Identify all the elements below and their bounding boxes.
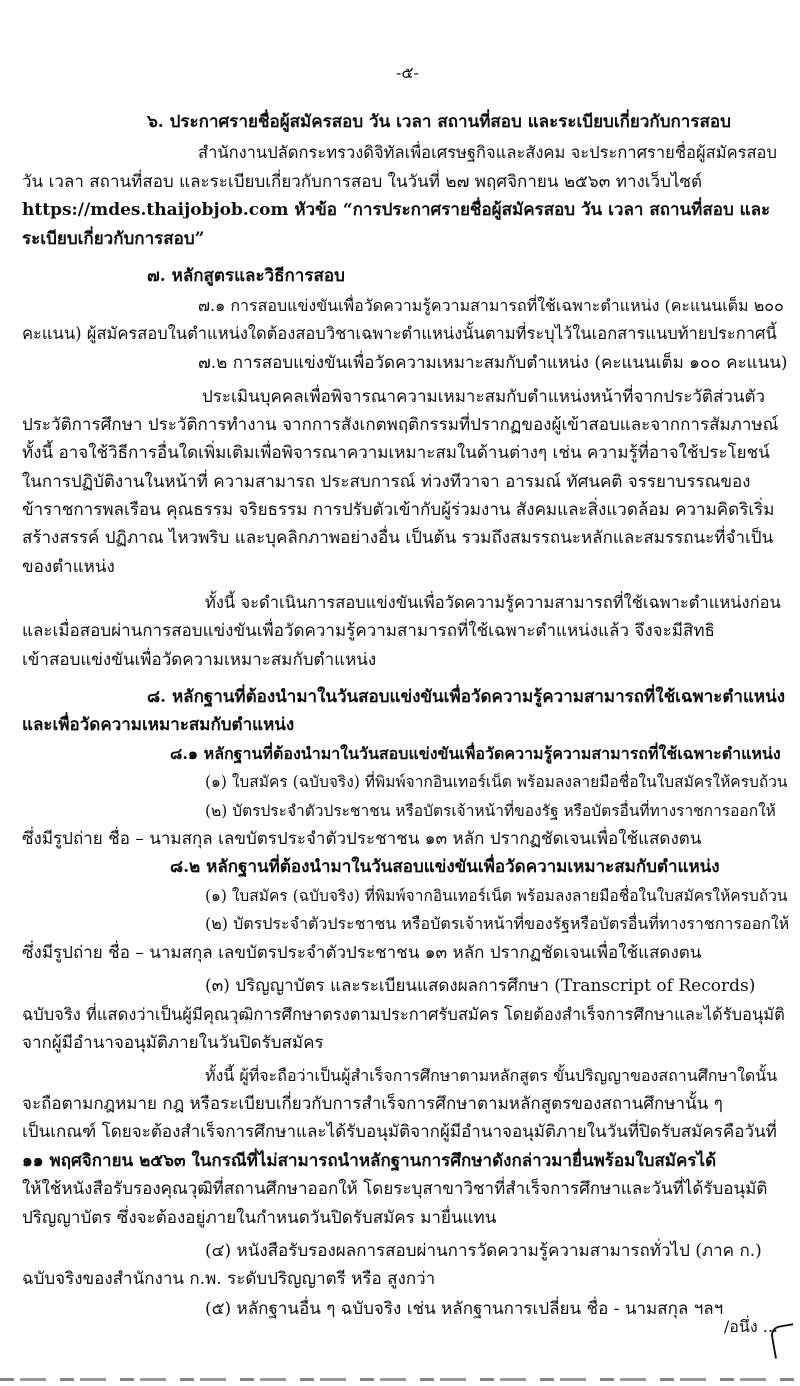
page-number: -๕- (396, 63, 419, 82)
paragraph-line: วัน เวลา สถานที่สอบ และระเบียบเกี่ยวกับการสอบ ในวันที่ ๒๗ พฤศจิกายน ๒๕๖๓ ทางเว็บไซต์ (22, 172, 703, 192)
list-item: (๔) หนังสือรับรองผลการสอบผ่านการวัดความรู้ความสามารถทั่วไป (ภาค ก.) (205, 1241, 762, 1261)
paragraph-line: ให้ใช้หนังสือรับรองคุณวุฒิที่สถานศึกษาออกให้ โดยระบุสาขาวิชาที่สำเร็จการศึกษาและวันที่ได้รับอนุมัติ (22, 1179, 768, 1199)
paragraph-line: จะถือตามกฎหมาย กฎ หรือระเบียบเกี่ยวกับการสำเร็จการศึกษาตามหลักสูตรของสถานศึกษานั้น ๆ (22, 1094, 723, 1114)
paragraph-line: ฉบับจริง ที่แสดงว่าเป็นผู้มีคุณวุฒิการศึกษาตรงตามประกาศรับสมัคร โดยต้องสำเร็จการศึกษาและได้รับอนุมัติ (22, 1005, 785, 1024)
paragraph-line: สร้างสรรค์ ปฏิภาณ ไหวพริบ และบุคลิกภาพอย่างอื่น เป็นต้น รวมถึงสมรรถนะหลักและสมรรถนะที่จำเป็น (22, 528, 774, 548)
list-item: (๓) ปริญญาบัตร และระเบียนแสดงผลการศึกษา (Transcript of Records) (205, 976, 756, 996)
paragraph-line: ทั้งนี้ จะดำเนินการสอบแข่งขันเพื่อวัดความรู้ความสามารถที่ใช้เฉพาะตำแหน่งก่อน (205, 593, 781, 612)
paragraph-line: เป็นเกณฑ์ โดยจะต้องสำเร็จการศึกษาและได้รับอนุมัติจากผู้มีอำนาจอนุมัติภายในวันที่ปิดรับสมัครคือวันที่ (22, 1122, 777, 1142)
paragraph-line: คะแนน) ผู้สมัครสอบในตำแหน่งใดต้องสอบวิชาเฉพาะตำแหน่งนั้นตามที่ระบุไว้ในเอกสารแนบท้ายประกาศนี้ (22, 324, 777, 343)
list-item: (๑) ใบสมัคร (ฉบับจริง) ที่พิมพ์จากอินเทอร์เน็ต พร้อมลงลายมือชื่อในใบสมัครให้ครบถ้วน (205, 887, 788, 905)
paragraph-line: https://mdes.thaijobjob.com หัวข้อ “การประกาศรายชื่อผู้สมัครสอบ วัน เวลา สถานที่สอบ และ (22, 200, 771, 220)
subsection-heading: ๘.๒ หลักฐานที่ต้องนำมาในวันสอบแข่งขันเพื่อวัดความเหมาะสมกับตำแหน่ง (170, 857, 720, 877)
paragraph-line: ทั้งนี้ ผู้ที่จะถือว่าเป็นผู้สำเร็จการศึกษาตามหลักสูตร ขั้นปริญญาของสถานศึกษาใดนั้น (205, 1066, 778, 1085)
list-item: (๕) หลักฐานอื่น ๆ ฉบับจริง เช่น หลักฐานการเปลี่ยน ชื่อ - นามสกุล ฯลฯ (205, 1299, 724, 1319)
paragraph-line: และเพื่อวัดความเหมาะสมกับตำแหน่ง (22, 715, 295, 735)
paragraph-line: ซึ่งมีรูปถ่าย ชื่อ – นามสกุล เลขบัตรประจำตัวประชาชน ๑๓ หลัก ปรากฏชัดเจนเพื่อใช้แสดงตน (22, 829, 702, 849)
paragraph-line: เข้าสอบแข่งขันเพื่อวัดความเหมาะสมกับตำแหน่ง (22, 650, 377, 670)
paragraph-line: ระเบียบเกี่ยวกับการสอบ” (22, 229, 205, 249)
list-item: (๑) ใบสมัคร (ฉบับจริง) ที่พิมพ์จากอินเทอร์เน็ต พร้อมลงลายมือชื่อในใบสมัครให้ครบถ้วน (205, 773, 788, 791)
paragraph-line: ๗.๑ การสอบแข่งขันเพื่อวัดความรู้ความสามารถที่ใช้เฉพาะตำแหน่ง (คะแนนเต็ม ๒๐๐ (198, 296, 784, 315)
paragraph-line: ในการปฏิบัติงานในหน้าที่ ความสามารถ ประสบการณ์ ท่วงทีวาจา อารมณ์ ทัศนคติ จรรยาบรรณของ (22, 472, 751, 492)
section-6-heading: ๖. ประกาศรายชื่อผู้สมัครสอบ วัน เวลา สถานที่สอบ และระเบียบเกี่ยวกับการสอบ (147, 112, 731, 132)
continuation-text: /อนึ่ง ... (723, 1317, 778, 1336)
section-8-heading: ๘. หลักฐานที่ต้องนำมาในวันสอบแข่งขันเพื่อวัดความรู้ความสามารถที่ใช้เฉพาะตำแหน่ง (147, 687, 786, 707)
paragraph-line: ซึ่งมีรูปถ่าย ชื่อ – นามสกุล เลขบัตรประจำตัวประชาชน ๑๓ หลัก ปรากฏชัดเจนเพื่อใช้แสดงตน (22, 943, 702, 963)
list-item: (๒) บัตรประจำตัวประชาชน หรือบัตรเจ้าหน้าที่ของรัฐ หรือบัตรอื่นที่ทางราชการออกให้ (205, 802, 776, 820)
paragraph-line: ปริญญาบัตร ซึ่งจะต้องอยู่ภายในกำหนดวันปิดรับสมัคร มายื่นแทน (22, 1208, 497, 1228)
list-item: (๒) บัตรประจำตัวประชาชน หรือบัตรเจ้าหน้าที่ของรัฐหรือบัตรอื่นที่ทางราชการออกให้ (205, 914, 790, 933)
paragraph-line: ข้าราชการพลเรือน คุณธรรม จริยธรรม การปรับตัวเข้ากับผู้ร่วมงาน สังคมและสิ่งแวดล้อม ความคิดริเริ่ม (22, 500, 775, 520)
paragraph-line: ประเมินบุคคลเพื่อพิจารณาความเหมาะสมกับตำแหน่งหน้าที่จากประวัติส่วนตัว (202, 387, 766, 407)
paragraph-line: ทั้งนี้ อาจใช้วิธีการอื่นใดเพิ่มเติมเพื่อพิจารณาความเหมาะสมในด้านต่างๆ เช่น ความรู้ที่อาจใช้ประโยชน์ (22, 443, 770, 463)
paragraph-line: ๑๑ พฤศจิกายน ๒๕๖๓ ในกรณีที่ไม่สามารถนำหลักฐานการศึกษาดังกล่าวมายื่นพร้อมใบสมัครได้ (22, 1151, 717, 1171)
paragraph-line: ฉบับจริงของสำนักงาน ก.พ. ระดับปริญญาตรี หรือ สูงกว่า (22, 1269, 436, 1289)
paragraph-line: ประวัติการศึกษา ประวัติการทำงาน จากการสังเกตพฤติกรรมที่ปรากฏของผู้เข้าสอบและจากการสัมภาษณ์ (22, 415, 779, 435)
paragraph-line: จากผู้มีอำนาจอนุมัติภายในวันปิดรับสมัคร (22, 1033, 324, 1053)
paragraph-line: ของตำแหน่ง (22, 557, 115, 577)
subsection-heading: ๘.๑ หลักฐานที่ต้องนำมาในวันสอบแข่งขันเพื่อวัดความรู้ความสามารถที่ใช้เฉพาะตำแหน่ง (170, 744, 781, 763)
section-7-heading: ๗. หลักสูตรและวิธีการสอบ (147, 266, 345, 286)
handwritten-initial-mark (769, 1323, 798, 1359)
paragraph-line: สำนักงานปลัดกระทรวงดิจิทัลเพื่อเศรษฐกิจและสังคม จะประกาศรายชื่อผู้สมัครสอบ (198, 143, 777, 162)
paragraph-line: และเมื่อสอบผ่านการสอบแข่งขันเพื่อวัดความรู้ความสามารถที่ใช้เฉพาะตำแหน่งแล้ว จึงจะมีสิทธิ (22, 621, 715, 641)
scan-edge-artifact (0, 1378, 800, 1381)
paragraph-line: ๗.๒ การสอบแข่งขันเพื่อวัดความเหมาะสมกับตำแหน่ง (คะแนนเต็ม ๑๐๐ คะแนน) (198, 353, 788, 373)
